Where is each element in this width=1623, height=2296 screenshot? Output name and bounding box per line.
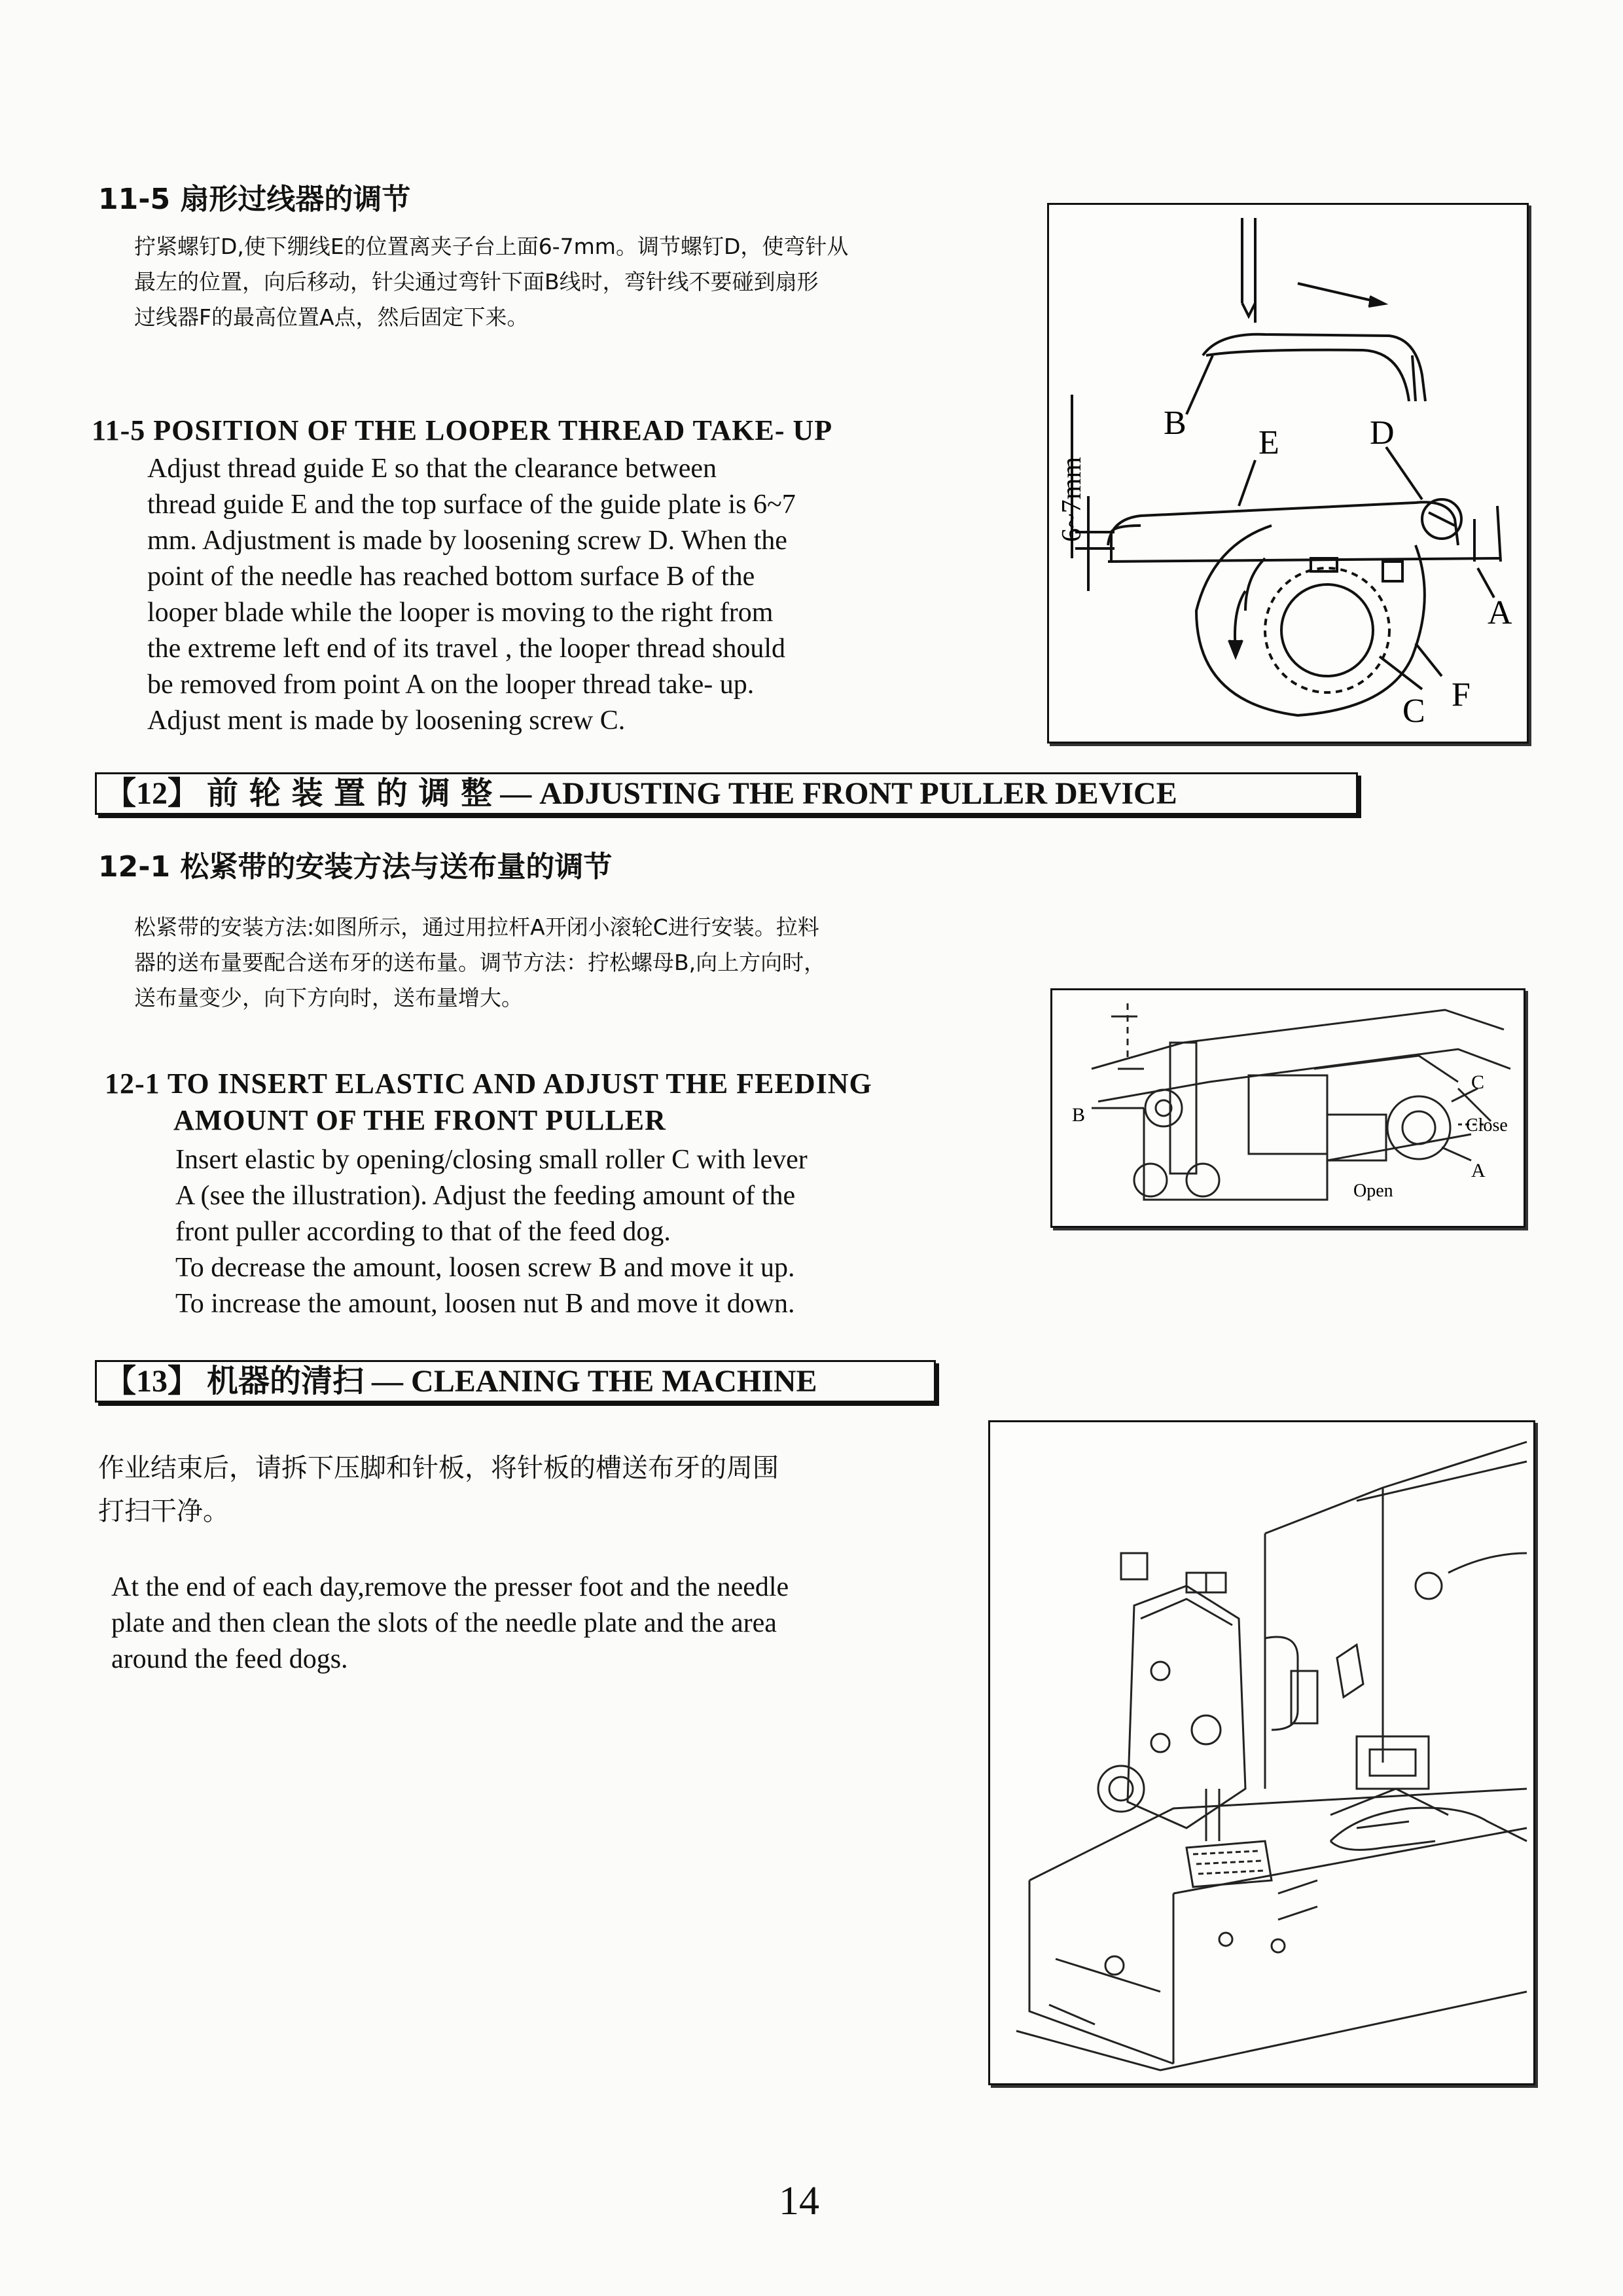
section-11-5-title-cn: 11-5 扇形过线器的调节 xyxy=(98,183,411,216)
section-11-5-paragraph-en xyxy=(147,451,998,739)
label-close: Close xyxy=(1466,1115,1508,1136)
label-c: C xyxy=(1471,1071,1485,1093)
text-line: 器的送布量要配合送布牙的送布量。调节方法：拧松螺母B,向上方向时， xyxy=(134,950,826,975)
label-d: D xyxy=(1370,414,1395,452)
section-12-1-paragraph-en xyxy=(175,1142,1026,1322)
label-b: B xyxy=(1164,404,1186,442)
page-number: 14 xyxy=(779,2179,819,2223)
text-line: Adjust thread guide E so that the clearance between xyxy=(147,454,717,484)
text-line: 最左的位置，向后移动，针尖通过弯针下面B线时，弯针线不要碰到扇形 xyxy=(134,269,819,295)
text-line: front puller according to that of the feed dog. xyxy=(175,1217,671,1247)
looper-thread-takeup-figure xyxy=(1047,203,1529,744)
section-12-1-paragraph-cn xyxy=(134,910,1037,1016)
text-line: around the feed dogs. xyxy=(111,1644,348,1674)
text-line: looper blade while the looper is moving to the right from xyxy=(147,598,774,628)
front-puller-drawing xyxy=(1052,990,1524,1226)
banner-number: 【13】 xyxy=(105,1364,200,1399)
text-line: plate and then clean the slots of the needle plate and the area xyxy=(111,1608,777,1638)
section-12-1-title-en-line-2: AMOUNT OF THE FRONT PULLER xyxy=(173,1104,666,1136)
text-line: 作业结束后，请拆下压脚和针板，将针板的槽送布牙的周围 xyxy=(98,1453,779,1483)
text-line: 过线器F的最高位置A点，然后固定下来。 xyxy=(134,304,529,330)
banner-title-en: — ADJUSTING THE FRONT PULLER DEVICE xyxy=(500,776,1177,811)
text-line: Insert elastic by opening/closing small roller C with lever xyxy=(175,1145,808,1175)
looper-diagram-drawing xyxy=(1049,205,1527,742)
text-line: point of the needle has reached bottom surface B of the xyxy=(147,562,755,592)
sewing-machine-drawing xyxy=(990,1422,1533,2083)
machine-cleaning-figure xyxy=(988,1420,1535,2085)
text-line: be removed from point A on the looper thread take- up. xyxy=(147,670,755,700)
text-line: 松紧带的安装方法:如图所示，通过用拉杆A开闭小滚轮C进行安装。拉料 xyxy=(134,914,819,940)
label-a: A xyxy=(1471,1160,1486,1181)
label-f: F xyxy=(1452,676,1471,713)
section-12-1-title-cn: 12-1 松紧带的安装方法与送布量的调节 xyxy=(98,850,613,884)
section-13-banner xyxy=(95,1360,936,1403)
banner-title-cn: 机器的清扫 xyxy=(207,1363,365,1399)
text-line: To increase the amount, loosen nut B and move it down. xyxy=(175,1289,795,1319)
label-open: Open xyxy=(1353,1181,1393,1201)
label-dimension: 6~7mm xyxy=(1057,456,1087,542)
text-line: A (see the illustration). Adjust the feeding amount of the xyxy=(175,1181,796,1211)
section-13-paragraph-cn xyxy=(98,1446,988,1533)
section-11-5-paragraph-cn xyxy=(134,229,1037,335)
text-line: 送布量变少，向下方向时，送布量增大。 xyxy=(134,985,523,1011)
section-11-5-title-en: 11-5 POSITION OF THE LOOPER THREAD TAKE- UP xyxy=(92,414,833,446)
section-12-banner xyxy=(95,772,1358,815)
text-line: 打扫干净。 xyxy=(98,1496,229,1526)
text-line: 拧紧螺钉D,使下绷线E的位置离夹子台上面6-7mm。调节螺钉D，使弯针从 xyxy=(134,234,849,259)
banner-number: 【12】 xyxy=(105,776,200,811)
label-b: B xyxy=(1072,1104,1086,1126)
section-13-paragraph-en xyxy=(111,1570,982,1677)
label-c: C xyxy=(1402,692,1425,730)
section-12-1-title-en-line-1: 12-1 TO INSERT ELASTIC AND ADJUST THE FEEDING xyxy=(105,1067,872,1100)
label-a: A xyxy=(1488,594,1512,632)
front-puller-figure xyxy=(1050,988,1525,1228)
banner-title-cn: 前 轮 装 置 的 调 整 xyxy=(207,775,493,812)
text-line: To decrease the amount, loosen screw B and move it up. xyxy=(175,1253,795,1283)
text-line: At the end of each day,remove the presser foot and the needle xyxy=(111,1572,789,1602)
text-line: thread guide E and the top surface of the guide plate is 6~7 xyxy=(147,490,796,520)
banner-title-en: — CLEANING THE MACHINE xyxy=(372,1364,817,1399)
text-line: mm. Adjustment is made by loosening screw D. When the xyxy=(147,526,787,556)
label-e: E xyxy=(1258,424,1279,461)
text-line: Adjust ment is made by loosening screw C. xyxy=(147,706,626,736)
text-line: the extreme left end of its travel , the looper thread should xyxy=(147,634,786,664)
